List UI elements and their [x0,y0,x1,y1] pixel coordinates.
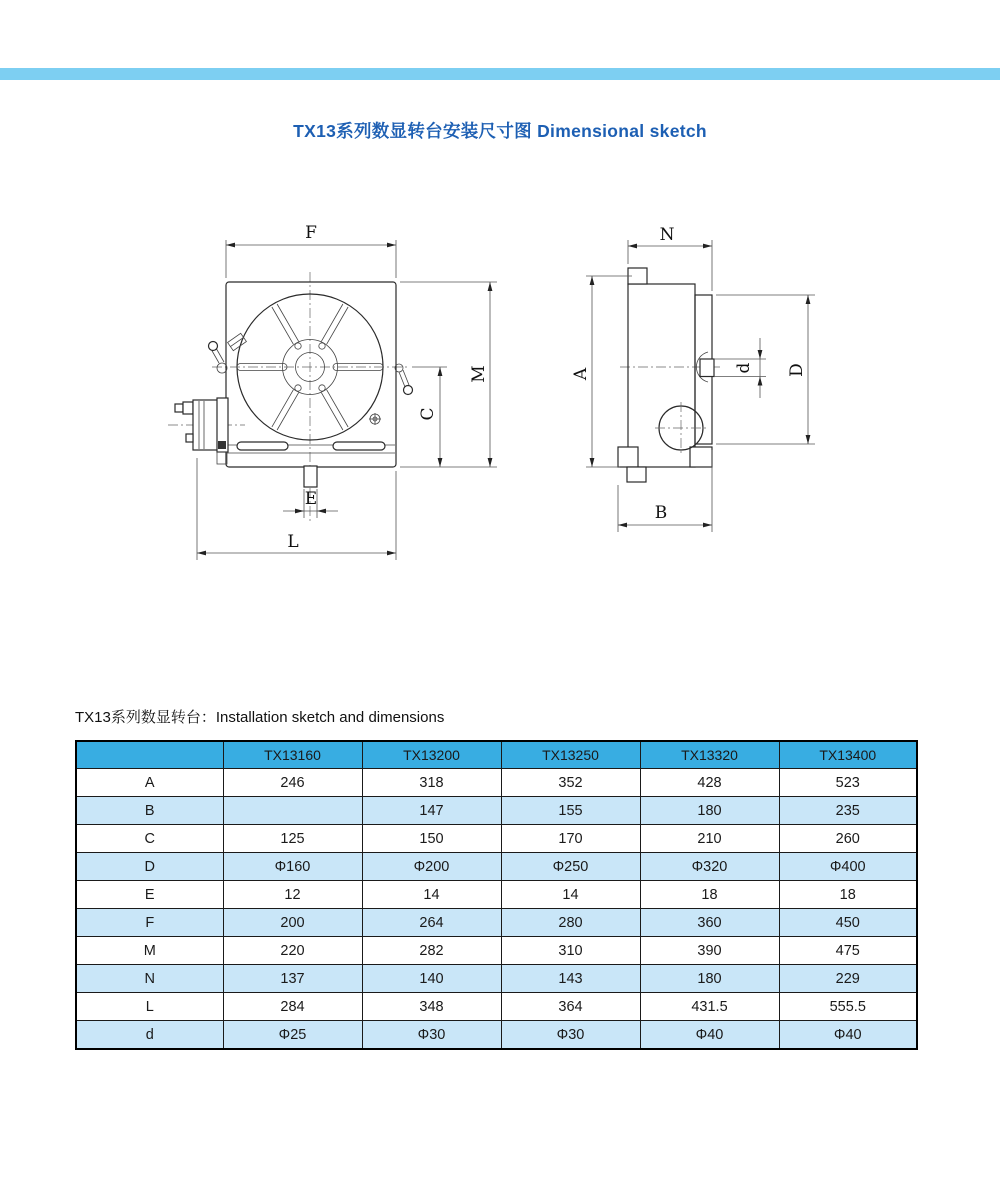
value-cell: 264 [362,909,501,937]
value-cell: 229 [779,965,917,993]
value-cell: 14 [501,881,640,909]
dim-label-C: C [418,407,438,421]
table-row [76,937,917,965]
table-row [76,797,917,825]
value-cell: Φ320 [640,853,779,881]
dim-L [197,458,396,560]
row-label-cell: A [76,769,223,797]
value-cell: 310 [501,937,640,965]
value-cell: 280 [501,909,640,937]
value-cell: 18 [640,881,779,909]
front-view [168,223,497,560]
dim-label-A: A [571,367,591,381]
value-cell: 431.5 [640,993,779,1021]
value-cell: 352 [501,769,640,797]
dim-label-F: F [305,223,317,243]
table-row [76,965,917,993]
value-cell: 210 [640,825,779,853]
row-label-cell: L [76,993,223,1021]
row-label-cell: D [76,853,223,881]
dim-E [283,489,338,518]
dim-D [716,295,815,444]
value-cell: 318 [362,769,501,797]
table-header-model-cell: TX13250 [501,741,640,769]
value-cell: 220 [223,937,362,965]
t-slot-left [237,442,288,450]
dim-M [400,282,497,467]
row-label-cell: F [76,909,223,937]
value-cell: 147 [362,797,501,825]
value-cell: 364 [501,993,640,1021]
table-row [76,853,917,881]
row-label-cell: E [76,881,223,909]
value-cell: 428 [640,769,779,797]
value-cell: 143 [501,965,640,993]
row-label-cell: d [76,1021,223,1050]
table-row [76,1021,917,1050]
row-label-cell: M [76,937,223,965]
value-cell: Φ40 [640,1021,779,1050]
table-header-model-cell: TX13200 [362,741,501,769]
table-header-model-cell: TX13160 [223,741,362,769]
handwheel-gearbox [168,398,245,464]
dim-C [412,367,447,467]
value-cell: 180 [640,797,779,825]
value-cell: 246 [223,769,362,797]
t-slot-right [333,442,385,450]
value-cell: Φ40 [779,1021,917,1050]
table-row [76,909,917,937]
dimensions-table-wrap [75,740,918,1050]
table-header-row [76,741,917,769]
value-cell: 235 [779,797,917,825]
value-cell: Φ250 [501,853,640,881]
value-cell: 125 [223,825,362,853]
table-header-model-cell: TX13400 [779,741,917,769]
value-cell: Φ25 [223,1021,362,1050]
row-label-cell: B [76,797,223,825]
dim-label-B: B [654,503,668,523]
value-cell: 18 [779,881,917,909]
value-cell: Φ200 [362,853,501,881]
dim-label-E: E [304,489,318,509]
dim-label-d: d [734,362,754,374]
value-cell: 555.5 [779,993,917,1021]
clamp-lever-left [209,342,228,374]
value-cell: 170 [501,825,640,853]
value-cell: 260 [779,825,917,853]
dim-label-M: M [469,365,489,383]
value-cell: Φ30 [501,1021,640,1050]
value-cell: 150 [362,825,501,853]
table-row [76,881,917,909]
table-caption: TX13系列数显转台：Installation sketch and dimensions [75,709,445,726]
value-cell: 475 [779,937,917,965]
value-cell: 450 [779,909,917,937]
value-cell: 155 [501,797,640,825]
page-title: TX13系列数显转台安装尺寸图 Dimensional sketch [293,121,707,141]
table-header-model-cell: TX13320 [640,741,779,769]
dim-label-N: N [659,225,675,245]
dim-A [571,276,632,467]
tenon [304,466,317,487]
value-cell: 390 [640,937,779,965]
dimensions-table [75,740,918,1050]
dim-label-D: D [787,363,807,377]
value-cell: 140 [362,965,501,993]
value-cell: Φ160 [223,853,362,881]
dim-label-L: L [287,532,299,552]
table-row [76,825,917,853]
value-cell: 284 [223,993,362,1021]
table-header-empty-cell [76,741,223,769]
row-label-cell: N [76,965,223,993]
value-cell: 348 [362,993,501,1021]
dim-F [226,223,396,278]
value-cell: Φ30 [362,1021,501,1050]
clamp-lever-right [395,364,413,395]
value-cell: 12 [223,881,362,909]
value-cell [223,797,362,825]
value-cell: 523 [779,769,917,797]
row-label-cell: C [76,825,223,853]
value-cell: 282 [362,937,501,965]
dim-d [714,338,766,398]
side-view [571,225,815,532]
table-row [76,993,917,1021]
table-row [76,769,917,797]
value-cell: 360 [640,909,779,937]
value-cell: 14 [362,881,501,909]
value-cell: Φ400 [779,853,917,881]
value-cell: 137 [223,965,362,993]
value-cell: 180 [640,965,779,993]
value-cell: 200 [223,909,362,937]
